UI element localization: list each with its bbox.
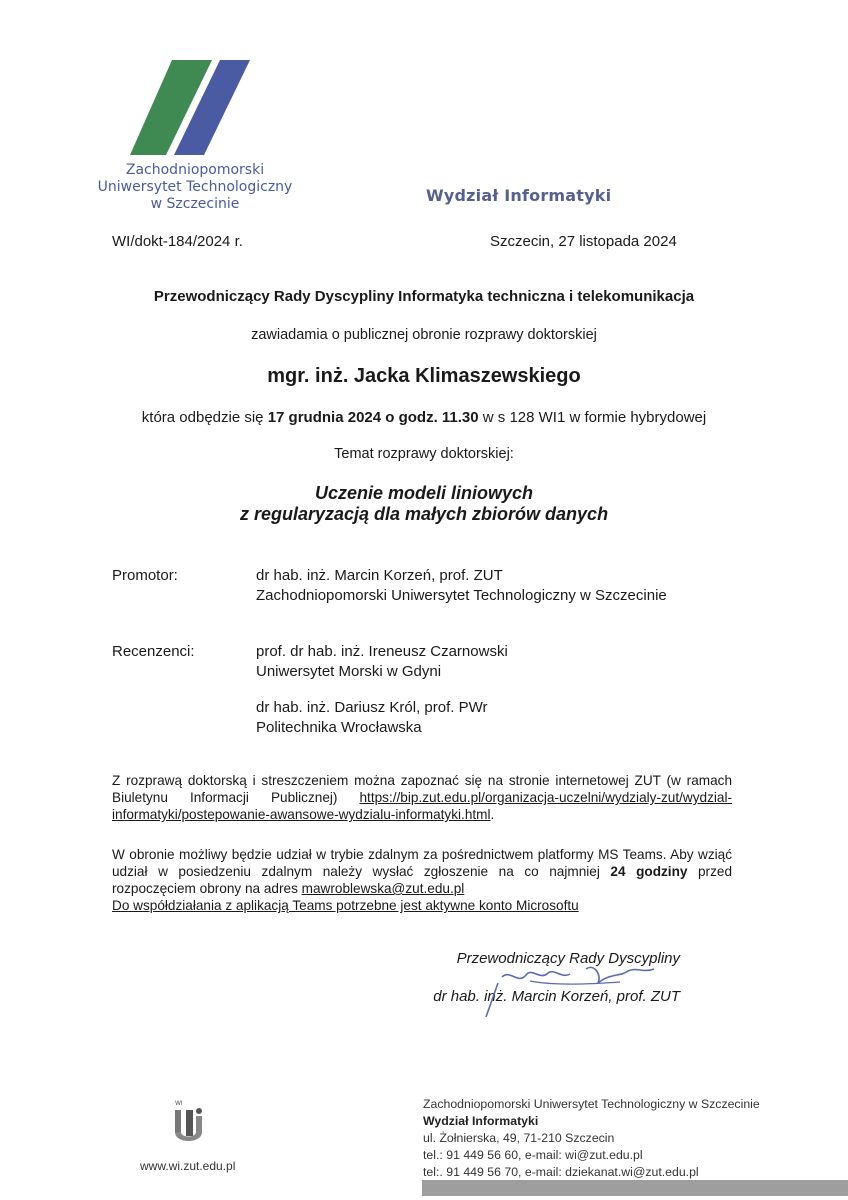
candidate-name: mgr. inż. Jacka Klimaszewskiego xyxy=(267,365,581,387)
promotor-label: Promotor: xyxy=(112,567,178,584)
info-paragraph xyxy=(112,772,732,823)
promotor-name: dr hab. inż. Marcin Korzeń, prof. ZUT xyxy=(256,567,503,584)
reviewer-block xyxy=(256,698,487,738)
faculty-website: www.wi.zut.edu.pl xyxy=(140,1159,236,1173)
defense-location: w s 128 WI1 w formie hybrydowej xyxy=(478,409,707,426)
chair-heading: Przewodniczący Rady Dyscypliny Informatyka techniczna i telekomunikacja xyxy=(153,288,695,305)
footer-faculty: Wydział Informatyki xyxy=(423,1114,539,1128)
handwritten-signature xyxy=(470,955,670,1025)
promotor-block xyxy=(256,566,667,606)
thesis-title xyxy=(60,483,788,525)
university-name-line: w Szczecinie xyxy=(150,196,240,212)
defense-datetime: 17 grudnia 2024 o godz. 11.30 xyxy=(267,409,479,426)
reviewer-affiliation: Uniwersytet Morski w Gdyni xyxy=(256,663,442,680)
remote-text: W obronie możliwy będzie udział w trybie zdalnym za pośrednictwem platformy MS Teams. Aby wziąć udział w posiedzeniu zdalnym należy wysłać zgłoszenie na co najmniej xyxy=(112,847,732,879)
thesis-title-line: Uczenie modeli liniowych xyxy=(314,483,534,503)
university-name-line: Zachodniopomorski xyxy=(125,162,265,178)
topic-label: Temat rozprawy doktorskiej: xyxy=(334,446,514,462)
faculty-logo xyxy=(172,1098,212,1148)
university-name-line: Uniwersytet Technologiczny xyxy=(97,179,293,195)
defense-time xyxy=(60,409,788,426)
teams-account-note: Do współdziałania z aplikacją Teams potrzebne jest aktywne konto Microsoftu xyxy=(112,898,579,913)
faculty-name: Wydział Informatyki xyxy=(426,186,612,205)
reviewer-name: dr hab. inż. Dariusz Król, prof. PWr xyxy=(256,699,488,716)
document-reference: WI/dokt-184/2024 r. xyxy=(112,233,243,250)
bip-link[interactable]: https://bip.zut.edu.pl/organizacja-uczelni/wydzialy-zut/wydzial-informatyki/postepowanie-awansowe-wydzialu-informatyki.html xyxy=(112,790,732,822)
footer-contact: tel:. 91 449 56 70, e-mail: dziekanat.wi@zut.edu.pl xyxy=(423,1165,699,1179)
reviewers-label: Recenzenci: xyxy=(112,643,195,660)
defense-time-prefix: która odbędzie się xyxy=(141,409,268,426)
reviewer-affiliation: Politechnika Wrocławska xyxy=(256,719,422,736)
university-name xyxy=(80,162,310,213)
footer-bar xyxy=(422,1180,848,1196)
footer-street: ul. Żołnierska, 49, 71-210 Szczecin xyxy=(423,1131,615,1145)
reviewer-name: prof. dr hab. inż. Ireneusz Czarnowski xyxy=(256,643,508,660)
promotor-affiliation: Zachodniopomorski Uniwersytet Technologiczny w Szczecinie xyxy=(256,587,667,604)
document-date: Szczecin, 27 listopada 2024 xyxy=(490,233,677,250)
footer-contact: tel.: 91 449 56 60, e-mail: wi@zut.edu.pl xyxy=(423,1148,643,1162)
remote-paragraph xyxy=(112,846,732,914)
thesis-title-line: z regularyzacją dla małych zbiorów danych xyxy=(239,504,609,524)
university-logo xyxy=(130,60,250,155)
remote-text-2: przed rozpoczęciem obrony na adres xyxy=(112,864,733,896)
contact-email-link[interactable]: mawroblewska@zut.edu.pl xyxy=(301,881,465,896)
info-text-end: . xyxy=(490,807,495,822)
faculty-logo-text: WI xyxy=(175,1100,183,1107)
info-text: Z rozprawą doktorską i streszczeniem można zapoznać się na stronie internetowej ZUT (w ramach Biuletynu Informacji Publicznej) xyxy=(112,773,732,805)
footer-university: Zachodniopomorski Uniwersytet Technologiczny w Szczecinie xyxy=(423,1097,760,1111)
reviewer-block xyxy=(256,642,508,682)
deadline-text: 24 godziny xyxy=(610,864,688,879)
footer-address xyxy=(423,1096,760,1181)
signature-title: Przewodniczący Rady Dyscypliny xyxy=(456,950,680,967)
notification-text: zawiadamia o publicznej obronie rozprawy doktorskiej xyxy=(251,327,597,343)
signature-name: dr hab. inż. Marcin Korzeń, prof. ZUT xyxy=(433,988,680,1005)
